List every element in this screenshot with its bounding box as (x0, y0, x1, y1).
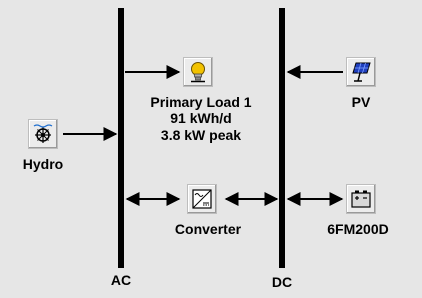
primary-load-energy: 91 kWh/d (170, 110, 232, 126)
hydro-label: Hydro (22, 156, 64, 172)
dc-bus (279, 8, 285, 268)
lightbulb-icon (187, 61, 209, 83)
primary-load-peak: 3.8 kW peak (160, 127, 242, 143)
converter-component[interactable] (187, 184, 217, 214)
ac-bus (118, 8, 124, 268)
converter-label: Converter (174, 221, 242, 237)
ac-bus-label: AC (110, 272, 132, 288)
hydro-component[interactable] (28, 119, 58, 149)
battery-component[interactable] (346, 184, 376, 214)
pv-component[interactable] (346, 57, 376, 87)
primary-load-component[interactable] (183, 57, 213, 87)
water-turbine-icon (32, 123, 54, 145)
dc-bus-label: DC (271, 274, 293, 290)
battery-label: 6FM200D (327, 221, 389, 237)
converter-icon (191, 188, 213, 210)
solar-panel-icon (350, 61, 372, 83)
primary-load-name: Primary Load 1 (150, 94, 252, 110)
battery-icon (350, 188, 372, 210)
pv-label: PV (351, 94, 371, 110)
